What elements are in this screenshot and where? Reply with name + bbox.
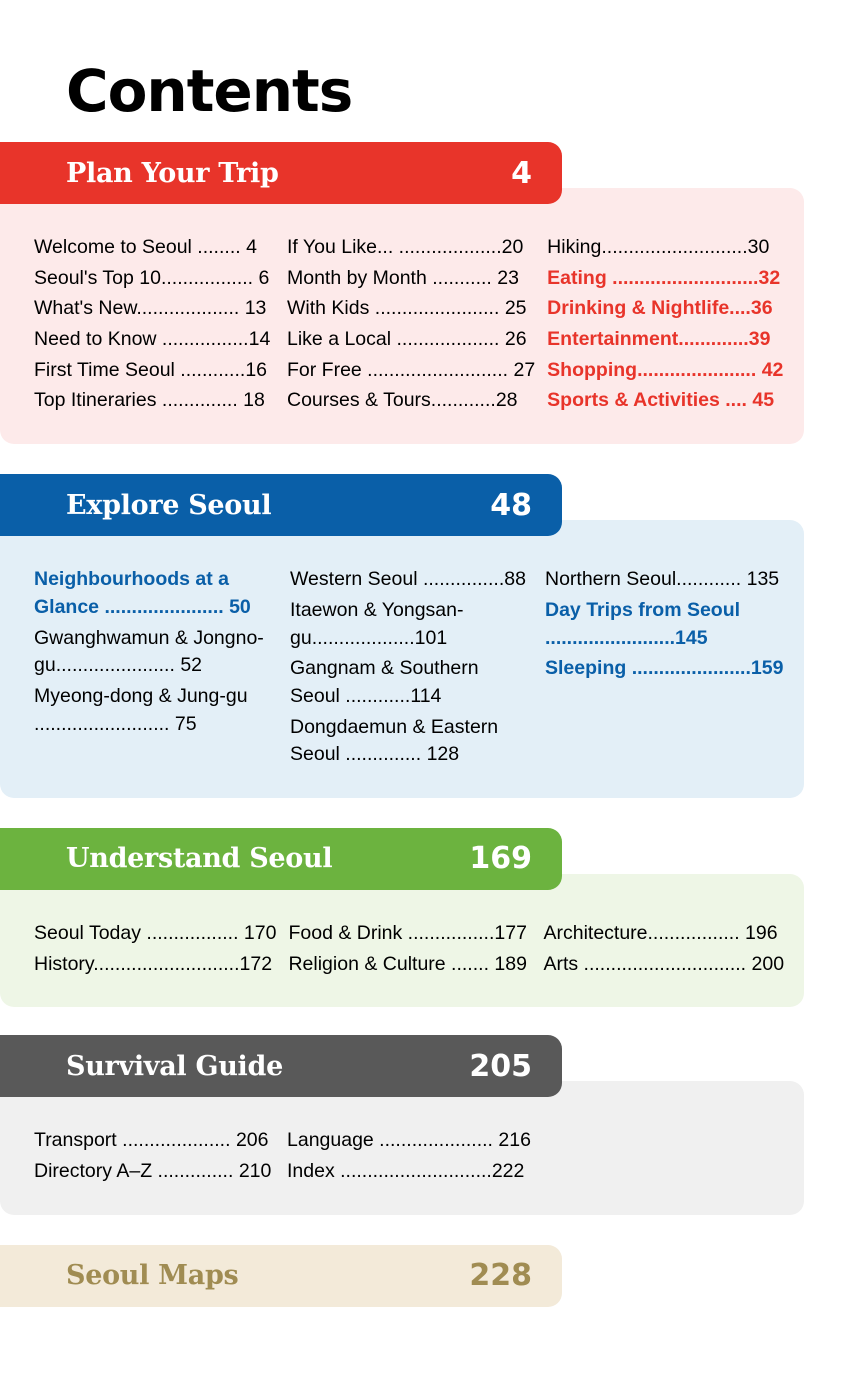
- section-explore-seoul: [0, 474, 868, 798]
- section-seoul-maps: [0, 1245, 868, 1307]
- toc-entry[interactable]: Itaewon & Yongsan-gu...................101: [290, 598, 464, 649]
- section-panel-understand-seoul: [0, 874, 804, 1007]
- toc-column: [288, 920, 543, 981]
- toc-column: [34, 920, 288, 981]
- toc-entry[interactable]: Gwanghwamun & Jongno-gu...................... 52: [34, 626, 264, 677]
- section-title: Understand Seoul: [66, 843, 333, 875]
- toc-entry[interactable]: Architecture................. 196: [543, 921, 778, 944]
- toc-entry[interactable]: With Kids ....................... 25: [287, 297, 527, 320]
- section-title: Plan Your Trip: [66, 157, 279, 189]
- toc-column: [34, 566, 290, 772]
- toc-entry[interactable]: Need to Know ................14: [34, 328, 271, 351]
- section-page-number: 169: [469, 841, 532, 877]
- toc-entry[interactable]: Gangnam & Southern Seoul ............114: [290, 657, 479, 707]
- toc-entry[interactable]: Sleeping ......................159: [545, 657, 784, 680]
- section-title: Survival Guide: [66, 1050, 283, 1082]
- toc-entry[interactable]: Hiking...........................30: [547, 236, 770, 258]
- toc-entry[interactable]: Food & Drink ................177: [288, 921, 527, 944]
- section-page-number: 205: [469, 1048, 532, 1084]
- toc-entry[interactable]: Language ..................... 216: [287, 1129, 531, 1152]
- toc-entry[interactable]: Top Itineraries .............. 18: [34, 389, 265, 412]
- toc-entry[interactable]: Courses & Tours............28: [287, 389, 518, 412]
- contents-page: [0, 57, 868, 1400]
- toc-column: [543, 1127, 770, 1188]
- section-page-number: 228: [469, 1258, 532, 1294]
- section-title: Explore Seoul: [66, 489, 272, 521]
- toc-entry[interactable]: Like a Local ................... 26: [287, 328, 527, 351]
- toc-entry[interactable]: Transport .................... 206: [34, 1129, 269, 1152]
- toc-entry[interactable]: Month by Month ........... 23: [287, 266, 519, 289]
- toc-entry[interactable]: Directory A–Z .............. 210: [34, 1160, 272, 1182]
- toc-entry[interactable]: First Time Seoul ............16: [34, 358, 268, 381]
- toc-entry[interactable]: What's New................... 13: [34, 297, 267, 320]
- section-header-survival-guide[interactable]: [0, 1035, 562, 1097]
- section-title: Seoul Maps: [66, 1260, 239, 1292]
- section-panel-survival-guide: [0, 1081, 804, 1214]
- section-plan-your-trip: [0, 142, 868, 444]
- toc-entry[interactable]: Eating ...........................32: [547, 266, 781, 289]
- toc-entry[interactable]: Neighbourhoods at a Glance ...................... 50: [34, 568, 251, 618]
- toc-column: [290, 566, 545, 772]
- toc-entry[interactable]: Dongdaemun & Eastern Seoul .............. 128: [290, 715, 499, 766]
- toc-column: [543, 920, 784, 981]
- toc-column: [34, 234, 287, 418]
- toc-entry[interactable]: If You Like... ...................20: [287, 236, 524, 258]
- section-survival-guide: [0, 1035, 868, 1214]
- section-header-explore-seoul[interactable]: [0, 474, 562, 536]
- toc-entry[interactable]: Day Trips from Seoul ........................145: [545, 598, 741, 649]
- toc-entry[interactable]: Northern Seoul............ 135: [545, 568, 780, 591]
- toc-column: [545, 566, 783, 772]
- section-panel-explore-seoul: [0, 520, 804, 798]
- toc-entry[interactable]: Drinking & Nightlife....36: [547, 297, 773, 320]
- toc-entry[interactable]: Western Seoul ...............88: [290, 568, 526, 591]
- toc-entry[interactable]: Seoul's Top 10................. 6: [34, 266, 270, 289]
- toc-entry[interactable]: Arts .............................. 200: [543, 952, 785, 975]
- section-header-seoul-maps[interactable]: [0, 1245, 562, 1307]
- toc-entry[interactable]: Entertainment.............39: [547, 328, 771, 351]
- toc-entry[interactable]: Religion & Culture ....... 189: [288, 952, 527, 975]
- toc-entry[interactable]: Index ............................222: [287, 1160, 525, 1182]
- toc-entry[interactable]: Shopping...................... 42: [547, 358, 784, 381]
- toc-entry[interactable]: Seoul Today ................. 170: [34, 921, 277, 944]
- toc-entry[interactable]: Sports & Activities .... 45: [547, 389, 775, 412]
- section-panel-plan-your-trip: [0, 188, 804, 444]
- section-page-number: 48: [490, 487, 532, 523]
- toc-entry[interactable]: For Free .......................... 27: [287, 358, 536, 381]
- section-header-plan-your-trip[interactable]: [0, 142, 562, 204]
- section-page-number: 4: [511, 155, 532, 191]
- page-title: Contents: [66, 57, 353, 125]
- toc-column: [34, 1127, 287, 1188]
- toc-column: [547, 234, 783, 418]
- toc-entry[interactable]: Welcome to Seoul ........ 4: [34, 236, 257, 258]
- toc-entry[interactable]: History...........................172: [34, 952, 273, 975]
- section-understand-seoul: [0, 828, 868, 1007]
- toc-column: [287, 1127, 543, 1188]
- toc-column: [287, 234, 547, 418]
- section-header-understand-seoul[interactable]: [0, 828, 562, 890]
- toc-entry[interactable]: Myeong-dong & Jung-gu ......................... 75: [34, 684, 248, 735]
